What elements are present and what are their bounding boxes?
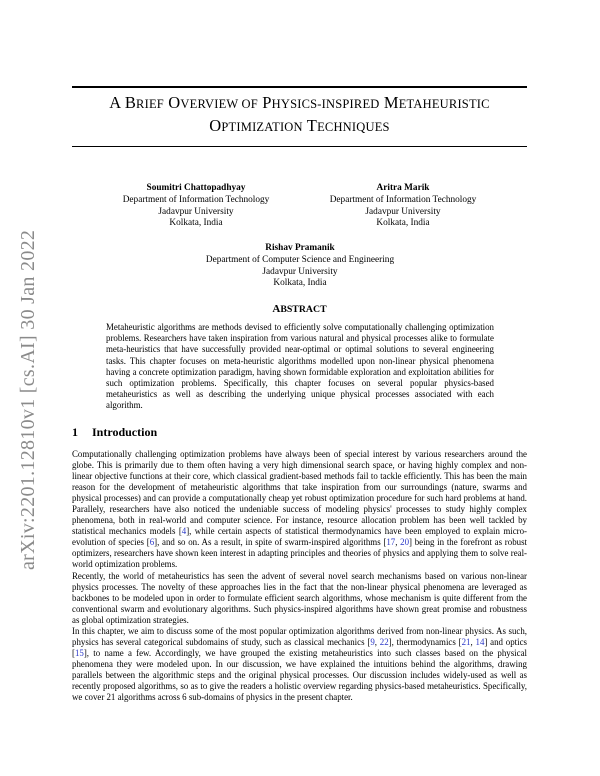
body-paragraph: Computationally challenging optimization problems have always been of special interest by various researchers around the globe. This is primarily due to them often having a very high dimensional search space, or having highly complex and non-linear objective functions at their core, which classical gradient-based methods fail to tackle efficiently. This has been the main reason for the development of metaheuristic algorithms that take inspiration from our surroundings (nature, swarms and physical processes) and can provide a computationally cheap yet robust optimization procedure for such hard problems at hand. Parallely, researchers have also noticed the undeniable success of modeling physics' processes to study highly complex phenomena, both in real-world and computer science. For instance, resource allocation problem has been well tackled by statistical mechanics models [4], while certain aspects of statistical thermodynamics have been employed to explain micro-evolution of species [6], and so on. As a result, in spite of swarm-inspired algorithms [17, 20] being in the forefront as robust optimizers, researchers have shown keen interest in adapting principles and theories of physics and applying them to solve real-world optimization problems. (72, 449, 527, 570)
author-department: Department of Computer Science and Engineering (205, 254, 395, 265)
citation-link[interactable]: 21 (461, 636, 471, 647)
author-university: Jadavpur University (158, 206, 234, 217)
citation-link[interactable]: 14 (475, 636, 485, 647)
author-block (96, 183, 296, 230)
author-department: Department of Information Technology (122, 194, 270, 205)
citation-link[interactable]: 22 (379, 636, 389, 647)
author-location: Kolkata, India (169, 218, 223, 229)
title-word: METAHEURISTIC (383, 93, 490, 112)
author-location: Kolkata, India (376, 218, 430, 229)
author-university: Jadavpur University (365, 206, 441, 217)
title-rule-bottom (72, 146, 527, 147)
author-name: Rishav Pramanik (265, 243, 335, 253)
citation-link[interactable]: 17 (386, 537, 396, 548)
author-block (200, 243, 400, 290)
title-word: TECHNIQUES (306, 116, 390, 135)
section-body (72, 449, 527, 703)
author-department: Department of Information Technology (329, 194, 477, 205)
citation-link[interactable]: 9 (370, 636, 375, 647)
author-university: Jadavpur University (262, 266, 338, 277)
title-word: PHYSICS-INSPIRED (262, 93, 380, 112)
section-heading (72, 425, 157, 440)
body-paragraph: In this chapter, we aim to discuss some of the most popular optimization algorithms derived from non-linear physics. As such, physics has several categorical subdomains of study, such as classical mechanics [9, 22], thermodynamics [21, 14] and optics [15], to name a few. Accordingly, we have grouped the existing metaheuristics into such classes based on the physical phenomena they were modeled upon. In our discussion, we have explained the intuitions behind the algorithms, drawing parallels between the algorithmic steps and the original physical processes. Our discussion includes widely-used as well as recently proposed algorithms, so as to give the readers a holistic overview regarding physics-based metaheuristics. Specifically, we cover 21 algorithms across 6 sub-domains of physics in the present chapter. (72, 625, 527, 703)
section-number: 1 (72, 425, 78, 439)
title-line-2 (72, 115, 527, 138)
arxiv-identifier-stamp: arXiv:2201.12810v1 [cs.AI] 30 Jan 2022 (17, 229, 39, 570)
section-title: Introduction (92, 425, 158, 439)
citation-link[interactable]: 15 (74, 647, 84, 658)
title-word: A (109, 93, 121, 112)
citation-link[interactable]: 6 (149, 537, 155, 548)
title-word: OVERVIEW OF (168, 93, 258, 112)
title-word: OPTIMIZATION (209, 116, 303, 135)
abstract-text: Metaheuristic algorithms are methods devised to efficiently solve computationally challenging optimization problems. Researchers have taken inspiration from various natural and physical processes alike to formulate meta-heuristics that have successfully provided near-optimal or optimal solutions to several engineering tasks. This chapter focuses on meta-heuristic algorithms modelled upon non-linear physical phenomena having a concrete optimization paradigm, having shown formidable exploration and exploitation abilities for such optimization problems. Specifically, this chapter focuses on several popular physics-based metaheuristics as well as describing the underlying unique physical processes associated with each algorithm. (106, 322, 494, 411)
paper-title (72, 92, 527, 138)
title-rule-top (72, 86, 527, 88)
author-name: Aritra Marik (376, 183, 430, 193)
citation-link[interactable]: 20 (400, 537, 410, 548)
title-word: BRIEF (124, 93, 164, 112)
abstract-heading: ABSTRACT (272, 303, 327, 315)
citation-link[interactable]: 4 (181, 526, 187, 537)
author-name: Soumitri Chattopadhyay (146, 183, 246, 193)
title-line-1 (72, 92, 527, 115)
author-location: Kolkata, India (273, 278, 327, 289)
author-block (303, 183, 503, 230)
body-paragraph: Recently, the world of metaheuristics has seen the advent of several novel search mechanisms based on various non-linear physics processes. The novelty of these approaches lies in the fact that the non-linear physical phenomena are leveraged as backbones to be modeled upon in order to formulate efficient search algorithms, whose mechanism is quite different from the conventional swarm and evolutionary algorithms. Such physics-inspired algorithms have shown great promise and robustness as global optimization strategies. (72, 570, 527, 625)
